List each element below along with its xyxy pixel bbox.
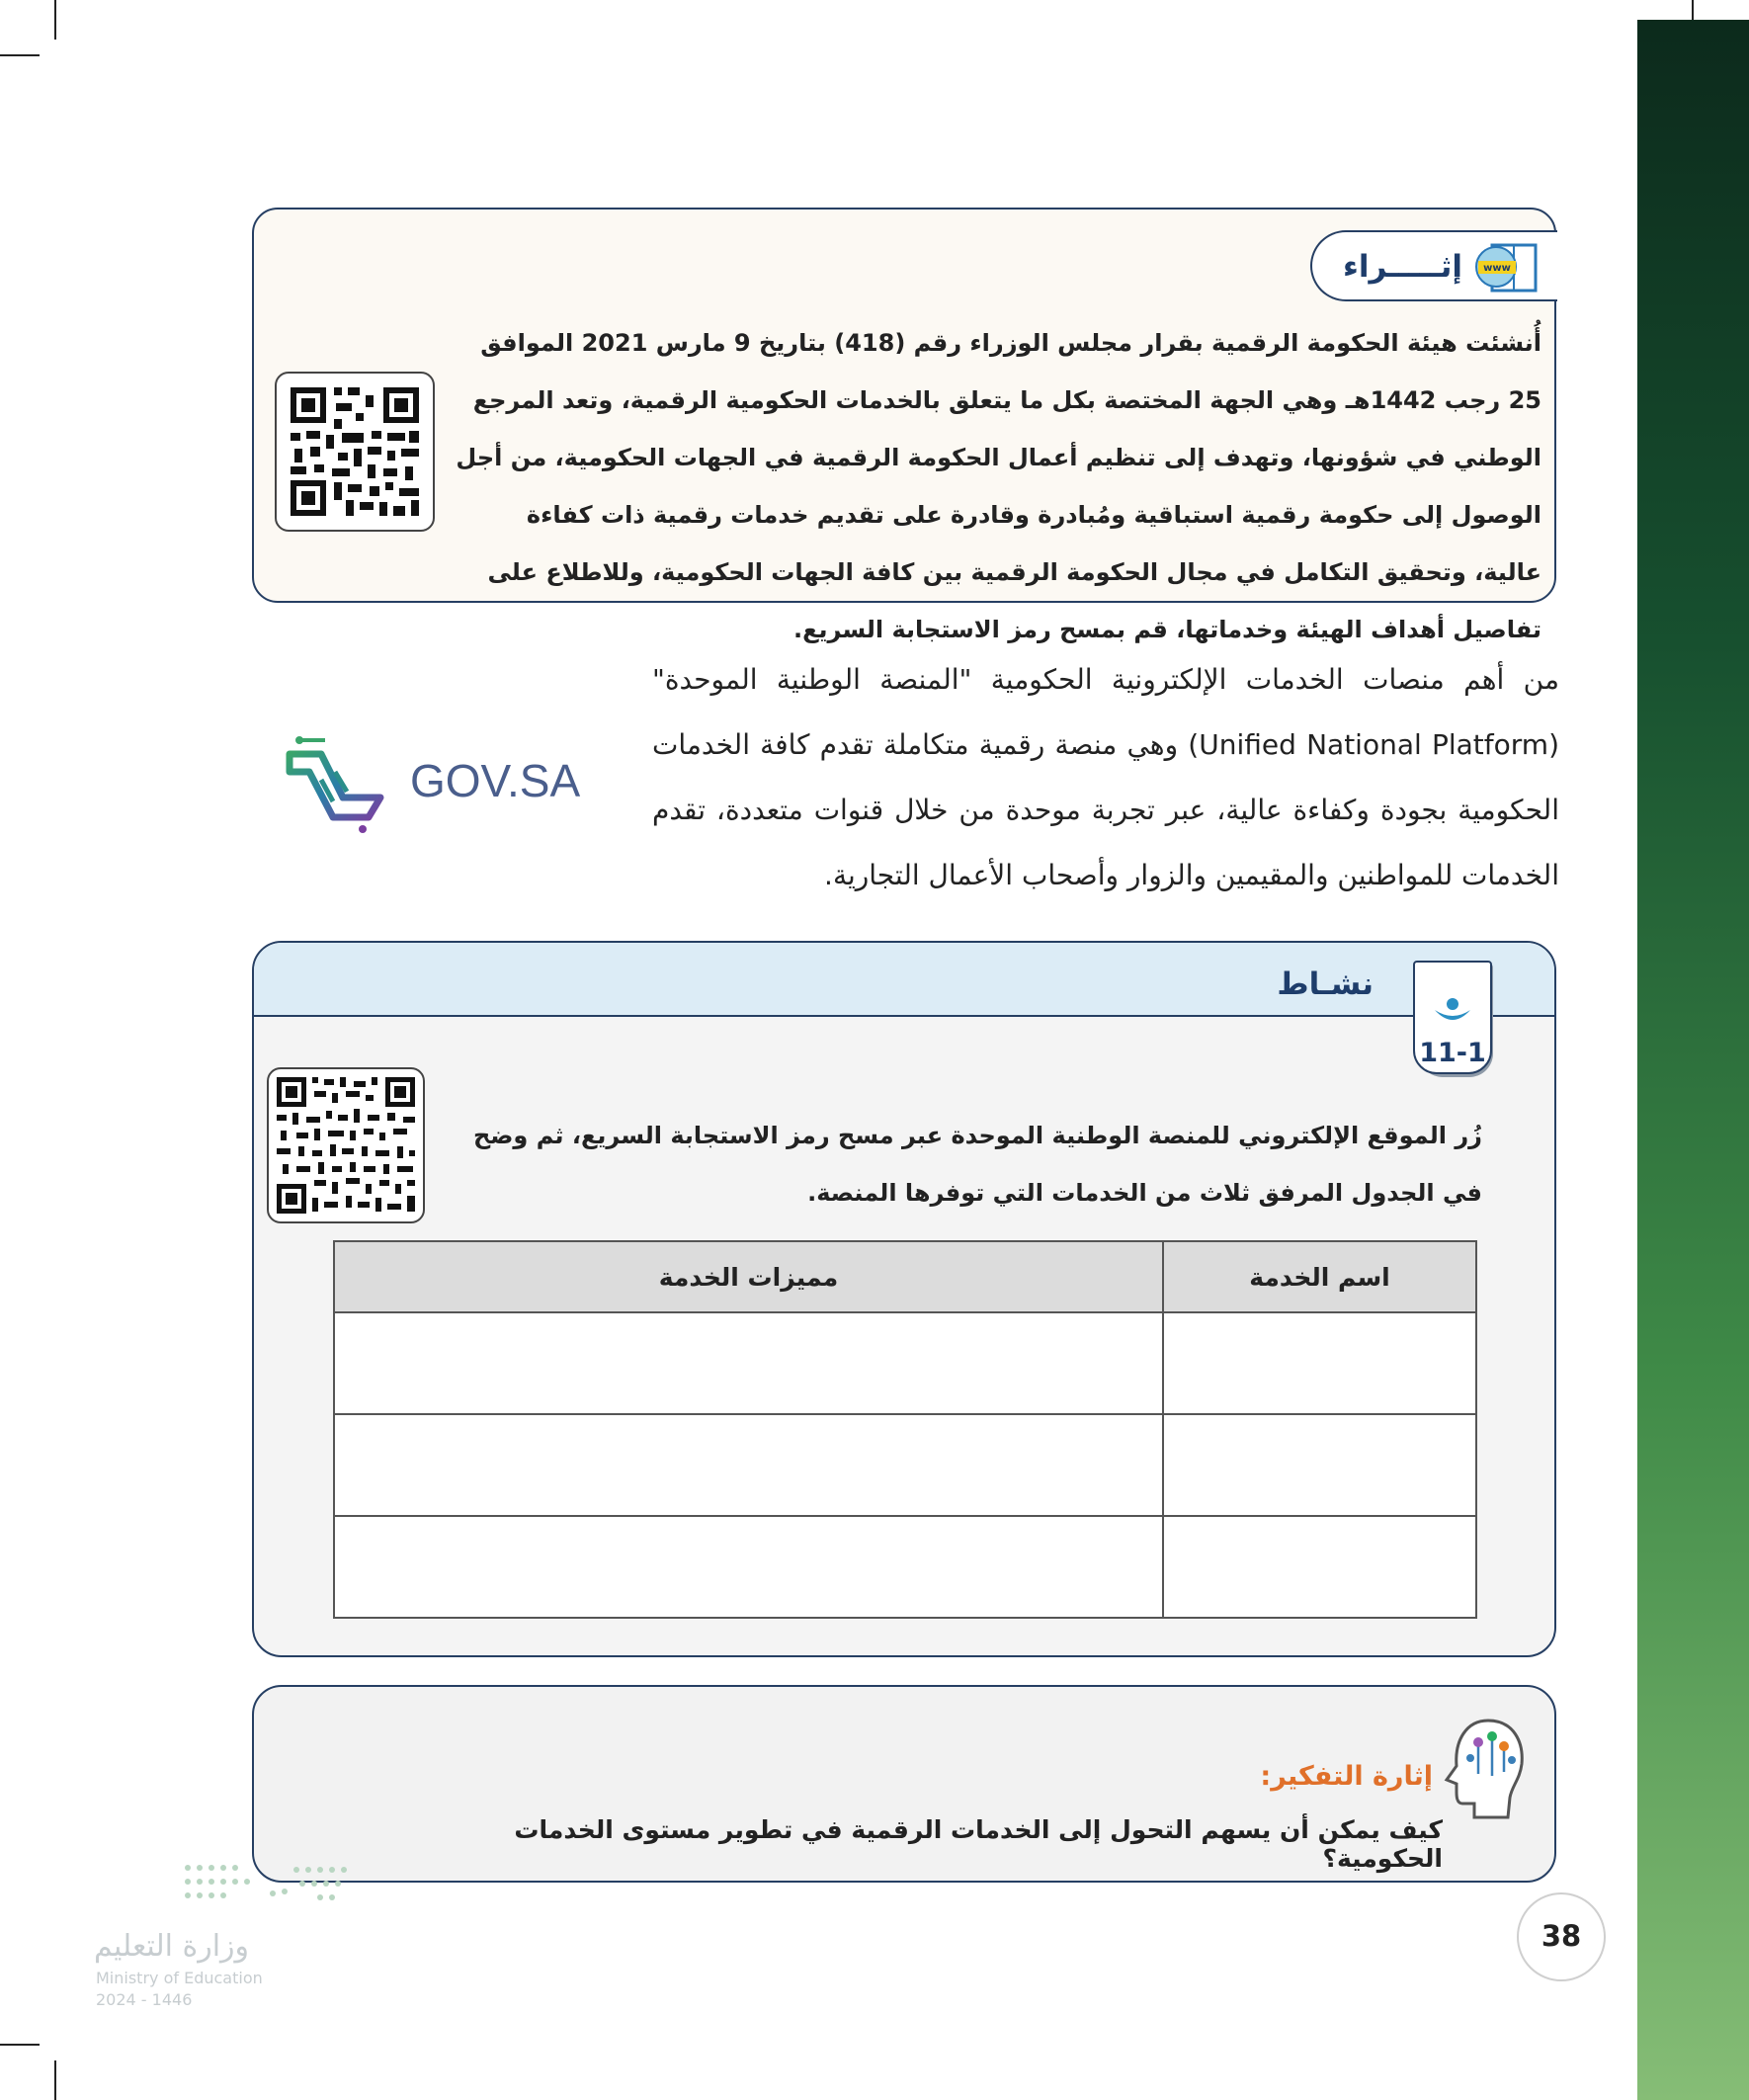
services-table [333, 1240, 1477, 1619]
brain-head-icon [1439, 1715, 1528, 1823]
crop-mark [54, 2060, 56, 2100]
thinking-question: كيف يمكن أن يسهم التحول إلى الخدمات الرقمية في تطوير مستوى الخدمات الحكومية؟ [514, 1815, 1443, 1873]
table-cell-service-features[interactable] [334, 1414, 1163, 1516]
ministry-name-english: Ministry of Education [96, 1969, 263, 1987]
activity-title: نشـاط [1277, 966, 1374, 1002]
page-number: 38 [1541, 1919, 1582, 1953]
enrichment-paragraph: أُنشئت هيئة الحكومة الرقمية بقرار مجلس الوزراء رقم (418) بتاريخ 9 مارس 2021 الموافق 25 رجب 1442هـ وهي الجهة المختصة بكل ما يتعلق بالخدمات الحكومية الرقمية، وتعد المرجع الوطني في شؤونها، وتهدف إلى تنظيم أعمال الحكومة الرقمية في الجهات الحكومية، من أجل الوصول إلى حكومة رقمية استباقية ومُبادرة وقادرة على تقديم خدمات رقمية ذات كفاءة عالية، وتحقيق التكامل في مجال الحكومة الرقمية بين كافة الجهات الحكومية، وللاطلاع على تفاصيل أهداف الهيئة وخدماتها، قم بمسح رمز الاستجابة السريع. [456, 329, 1541, 643]
table-cell-service-name[interactable] [1163, 1414, 1476, 1516]
table-cell-service-features[interactable] [334, 1312, 1163, 1414]
svg-text:www: www [1483, 263, 1511, 274]
crop-mark [54, 0, 56, 40]
enrichment-title: إثـــــراء [1342, 249, 1462, 285]
table-row [334, 1312, 1476, 1414]
table-cell-service-name[interactable] [1163, 1312, 1476, 1414]
web-book-icon [1470, 237, 1540, 296]
ministry-logo-icon [178, 1858, 356, 1917]
table-header-service-features: مميزات الخدمة [334, 1241, 1163, 1312]
govsa-logo-text: GOV.SA [410, 755, 581, 806]
table-cell-service-name[interactable] [1163, 1516, 1476, 1618]
table-header-service-name: اسم الخدمة [1163, 1241, 1476, 1312]
qr-code-icon [277, 374, 433, 530]
table-row [334, 1516, 1476, 1618]
table-header-row [334, 1241, 1476, 1312]
ministry-name-arabic: وزارة التعليم [94, 1929, 250, 1964]
crop-mark [0, 54, 40, 56]
thinking-title: إثارة التفكير: [1260, 1761, 1433, 1792]
activity-instructions: زُر الموقع الإلكتروني للمنصة الوطنية الموحدة عبر مسح رمز الاستجابة السريع، ثم وضح في الجدول المرفق ثلاث من الخدمات التي توفرها المنصة. [472, 1122, 1482, 1207]
activity-number: 11-1 [1419, 1038, 1486, 1068]
qr-code-frame[interactable] [267, 1067, 425, 1223]
activity-person-icon [1431, 996, 1474, 1028]
side-color-band [1637, 20, 1749, 2100]
ministry-year: 2024 - 1446 [96, 1990, 193, 2009]
qr-code-icon [269, 1069, 423, 1221]
govsa-paragraph: من أهم منصات الخدمات الإلكترونية الحكومية "المنصة الوطنية الموحدة" (Unified National Platform) وهي منصة رقمية متكاملة تقدم كافة الخدمات الحكومية بجودة وكفاءة عالية، عبر تجربة موحدة من خلال قنوات متعددة، تقدم الخدمات للمواطنين والمقيمين والزوار وأصحاب الأعمال التجارية. [652, 663, 1559, 891]
crop-mark [0, 2044, 40, 2046]
govsa-logo [282, 726, 598, 835]
qr-code-frame[interactable] [275, 372, 435, 532]
table-cell-service-features[interactable] [334, 1516, 1163, 1618]
table-row [334, 1414, 1476, 1516]
